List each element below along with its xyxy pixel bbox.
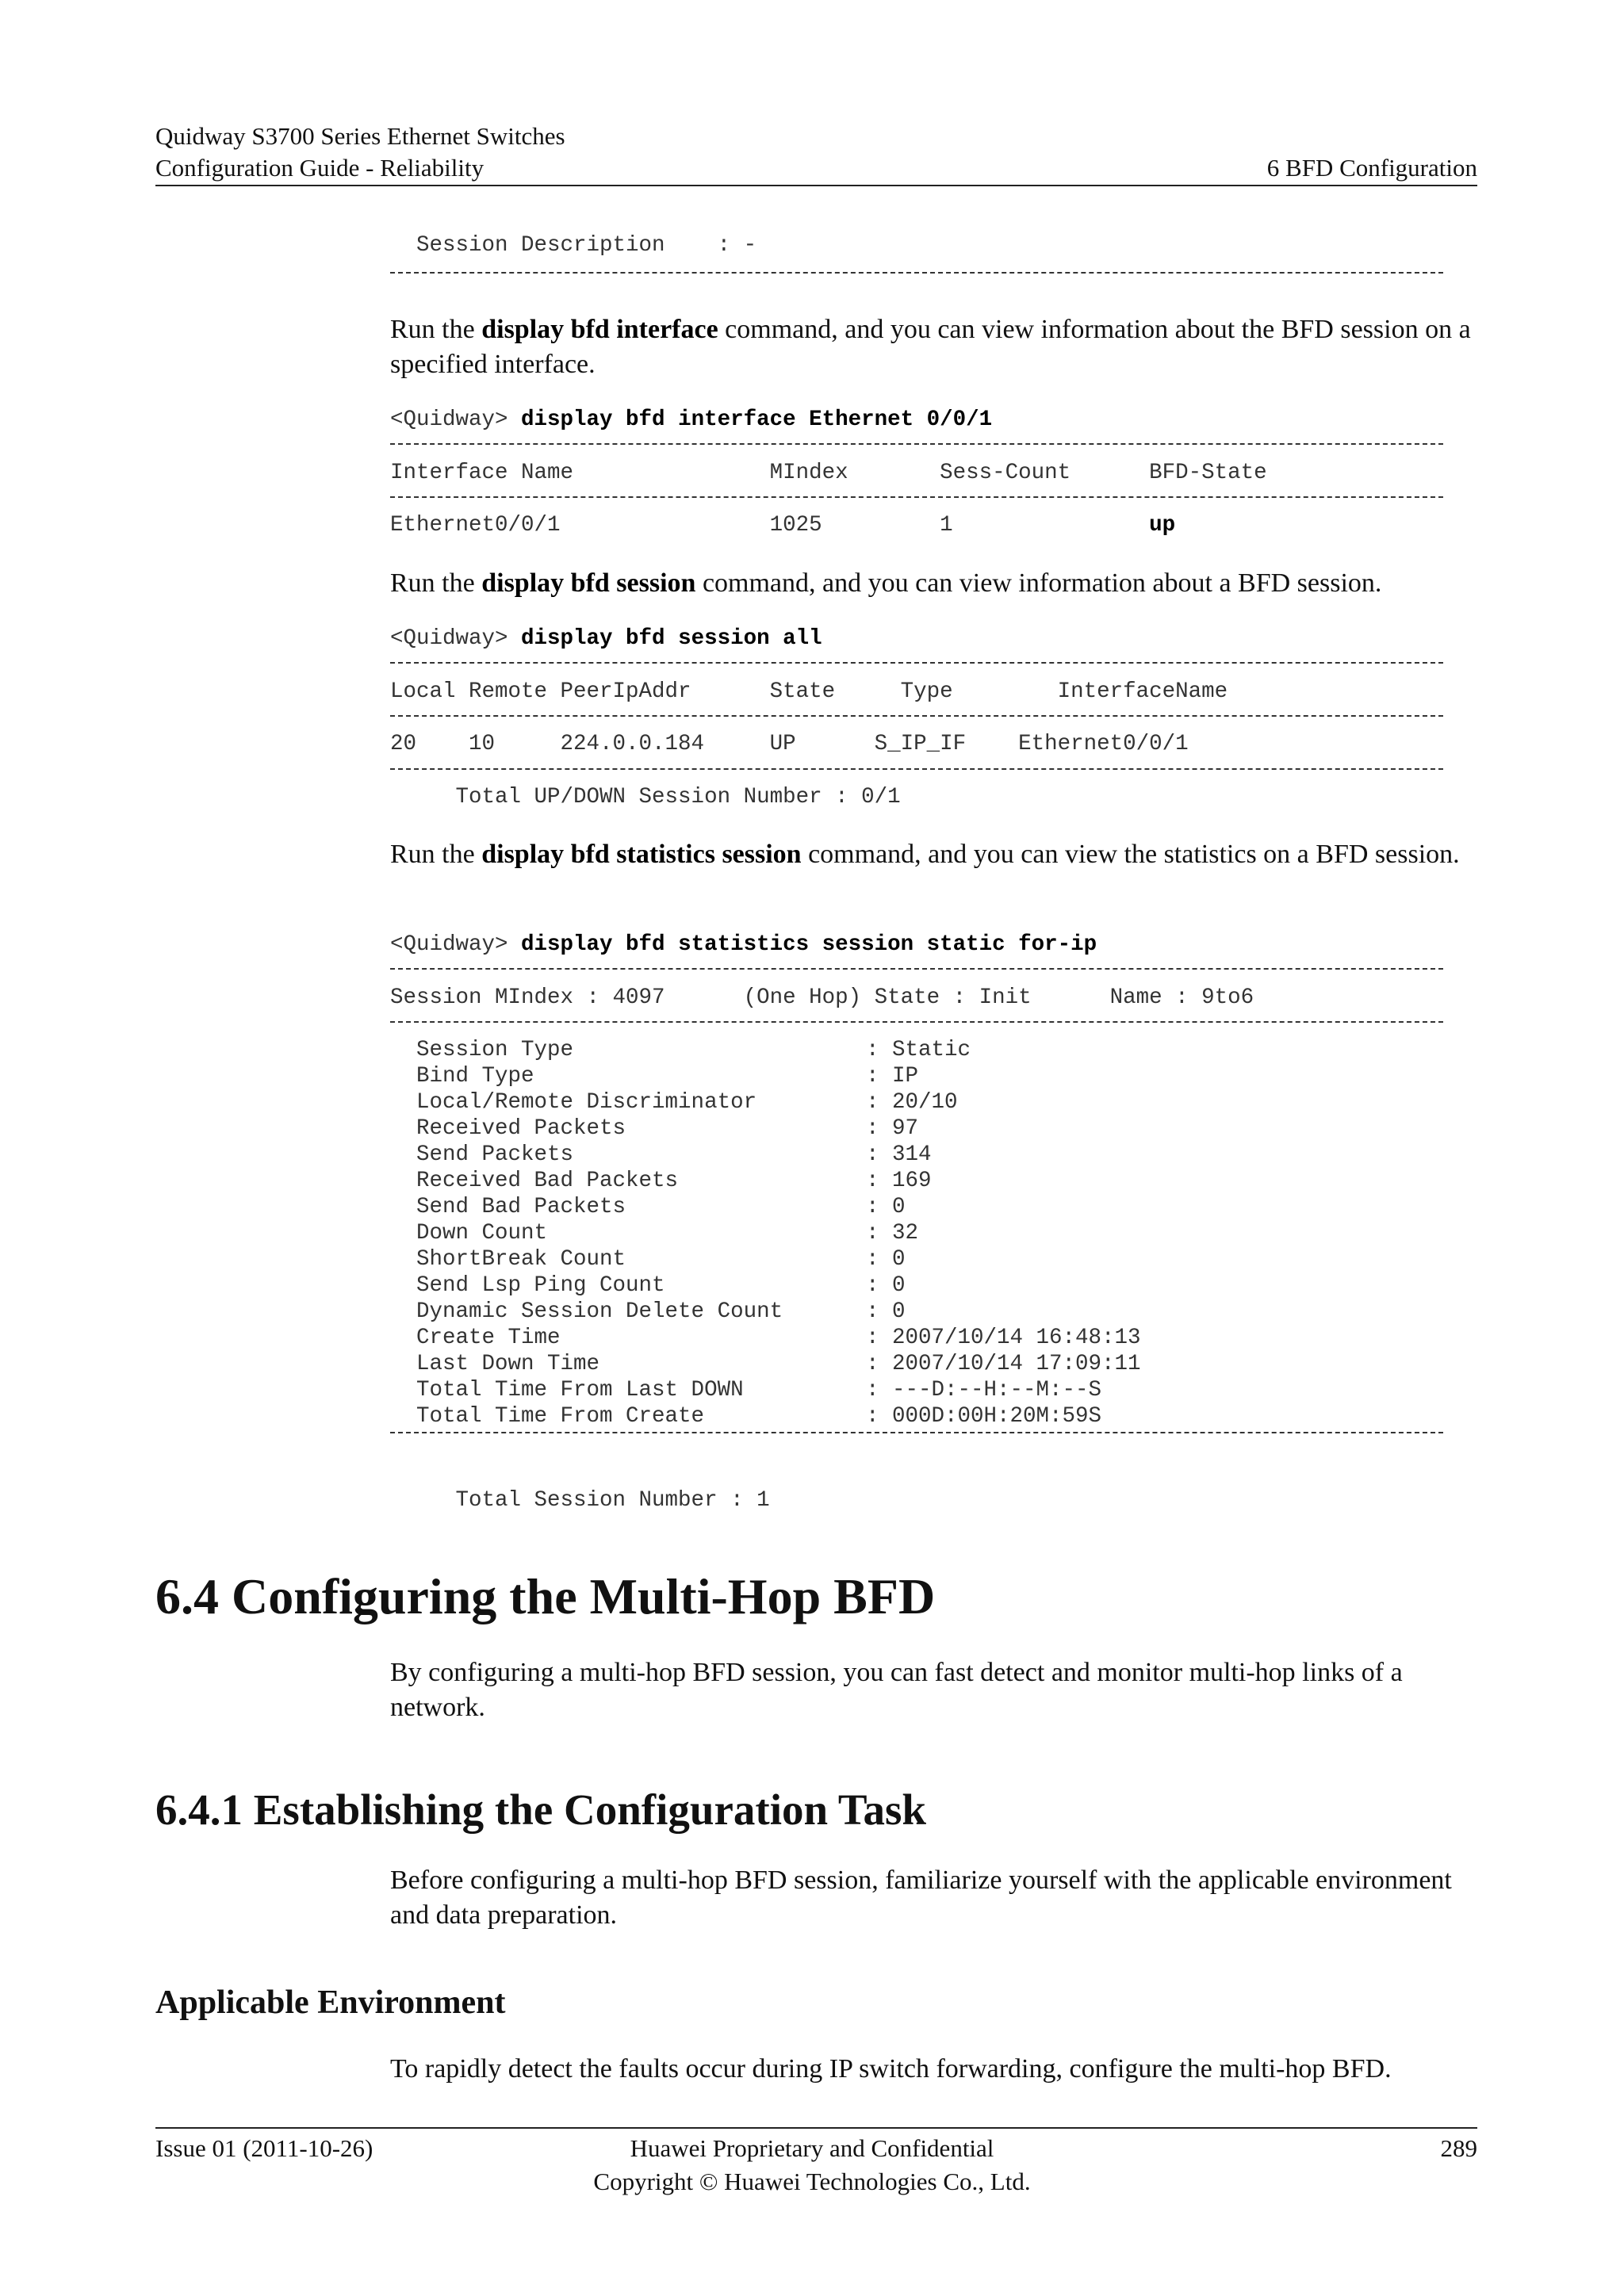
stat-row xyxy=(390,1037,1141,1063)
stat-value: : 314 xyxy=(866,1142,932,1167)
stat-value: : 0 xyxy=(866,1247,906,1272)
applicable-environment-text: To rapidly detect the faults occur during IP switch forwarding, configure the multi-hop BFD. xyxy=(390,2054,1392,2084)
table-row: Ethernet0/0/1 1025 1 up xyxy=(390,513,1176,538)
dash-divider xyxy=(390,496,1443,498)
stat-row xyxy=(390,1194,1141,1220)
footer-copyright: Copyright © Huawei Technologies Co., Ltd. xyxy=(593,2168,1031,2195)
stat-row xyxy=(390,1168,1141,1194)
stat-value: : 169 xyxy=(866,1169,932,1193)
stat-row xyxy=(390,1063,1141,1089)
footer-page-number: 289 xyxy=(1440,2134,1477,2162)
session-description-line: Session Description : - xyxy=(390,233,757,258)
command-name: display bfd statistics session xyxy=(481,840,802,869)
statistics-list xyxy=(390,1037,1141,1429)
stat-row xyxy=(390,1142,1141,1168)
paragraph-display-bfd-interface: Run the display bfd interface command, and you can view information about the BFD session on a specified interface. xyxy=(390,315,1471,379)
header-chapter: 6 BFD Configuration xyxy=(1266,154,1477,182)
table-header-row: Interface Name MIndex Sess-Count BFD-State xyxy=(390,461,1267,485)
stat-value: : 32 xyxy=(866,1221,919,1246)
footer-issue: Issue 01 (2011-10-26) xyxy=(155,2134,373,2162)
stat-row xyxy=(390,1272,1141,1299)
stat-value: : 000D:00H:20M:59S xyxy=(866,1404,1102,1429)
dash-divider xyxy=(390,768,1443,770)
stat-key: Create Time xyxy=(390,1326,561,1350)
dash-divider xyxy=(390,968,1443,970)
dash-divider xyxy=(390,1021,1443,1023)
stat-key: Total Time From Last DOWN xyxy=(390,1378,744,1402)
paragraph-display-bfd-statistics: Run the display bfd statistics session command, and you can view the statistics on a BFD session. xyxy=(390,840,1460,869)
total-line: Total Session Number : 1 xyxy=(390,1488,770,1513)
section-heading-6-4-1: 6.4.1 Establishing the Configuration Task xyxy=(155,1785,926,1834)
paragraph-display-bfd-session: Run the display bfd session command, and you can view information about a BFD session. xyxy=(390,568,1382,598)
bfd-state-value: up xyxy=(1149,513,1176,538)
dash-divider xyxy=(390,662,1443,664)
stat-key: Bind Type xyxy=(390,1064,534,1089)
stat-key: Dynamic Session Delete Count xyxy=(390,1299,783,1324)
cli-command-line: <Quidway> display bfd statistics session static for-ip xyxy=(390,932,1097,957)
dash-divider xyxy=(390,1432,1443,1433)
stat-row xyxy=(390,1403,1141,1429)
footer-rule xyxy=(155,2127,1477,2129)
stat-key: Send Packets xyxy=(390,1142,574,1167)
dash-divider xyxy=(390,272,1443,274)
dash-divider xyxy=(390,715,1443,717)
stat-row xyxy=(390,1377,1141,1403)
header-product: Quidway S3700 Series Ethernet Switches xyxy=(155,122,565,150)
stat-key: Session Type xyxy=(390,1038,574,1062)
stat-row xyxy=(390,1351,1141,1377)
stat-value: : 20/10 xyxy=(866,1090,958,1115)
total-line: Total UP/DOWN Session Number : 0/1 xyxy=(390,785,901,809)
stat-value: : 0 xyxy=(866,1273,906,1298)
stat-value: : Static xyxy=(866,1038,971,1062)
stat-key: Received Packets xyxy=(390,1116,626,1141)
cli-command-line: <Quidway> display bfd interface Ethernet 0/0/1 xyxy=(390,408,993,432)
stat-value: : 0 xyxy=(866,1299,906,1324)
stat-key: Send Bad Packets xyxy=(390,1195,626,1219)
stat-row xyxy=(390,1220,1141,1246)
stat-key: Last Down Time xyxy=(390,1352,600,1376)
stat-row xyxy=(390,1325,1141,1351)
stat-value: : ---D:--H:--M:--S xyxy=(866,1378,1102,1402)
stat-value: : IP xyxy=(866,1064,919,1089)
stat-key: Send Lsp Ping Count xyxy=(390,1273,665,1298)
section-heading-6-4: 6.4 Configuring the Multi-Hop BFD xyxy=(155,1568,936,1624)
dash-divider xyxy=(390,443,1443,445)
stat-value: : 97 xyxy=(866,1116,919,1141)
command-name: display bfd session xyxy=(481,568,696,598)
stat-value: : 2007/10/14 16:48:13 xyxy=(866,1326,1141,1350)
section-6-4-1-text: Before configuring a multi-hop BFD session, familiarize yourself with the applicable environment and data preparation. xyxy=(390,1866,1452,1930)
stat-key: Received Bad Packets xyxy=(390,1169,679,1193)
stat-row xyxy=(390,1115,1141,1142)
table-header-row: Local Remote PeerIpAddr State Type InterfaceName xyxy=(390,679,1228,704)
stat-row xyxy=(390,1246,1141,1272)
stat-value: : 0 xyxy=(866,1195,906,1219)
header-rule xyxy=(155,185,1477,186)
stat-value: : 2007/10/14 17:09:11 xyxy=(866,1352,1141,1376)
stat-row xyxy=(390,1299,1141,1325)
stat-key: Local/Remote Discriminator xyxy=(390,1090,757,1115)
section-6-4-text: By configuring a multi-hop BFD session, you can fast detect and monitor multi-hop links of a network. xyxy=(390,1658,1403,1722)
stat-key: Total Time From Create xyxy=(390,1404,705,1429)
header-guide: Configuration Guide - Reliability xyxy=(155,154,485,182)
table-row: 20 10 224.0.0.184 UP S_IP_IF Ethernet0/0/1 xyxy=(390,732,1189,756)
stat-row xyxy=(390,1089,1141,1115)
cli-command-line: <Quidway> display bfd session all xyxy=(390,626,822,651)
command-name: display bfd interface xyxy=(481,315,718,344)
footer-proprietary: Huawei Proprietary and Confidential xyxy=(630,2134,994,2162)
stat-key: ShortBreak Count xyxy=(390,1247,626,1272)
subheading-applicable-environment: Applicable Environment xyxy=(155,1984,506,2021)
stat-key: Down Count xyxy=(390,1221,548,1246)
session-row: Session MIndex : 4097 (One Hop) State : Init Name : 9to6 xyxy=(390,985,1254,1010)
